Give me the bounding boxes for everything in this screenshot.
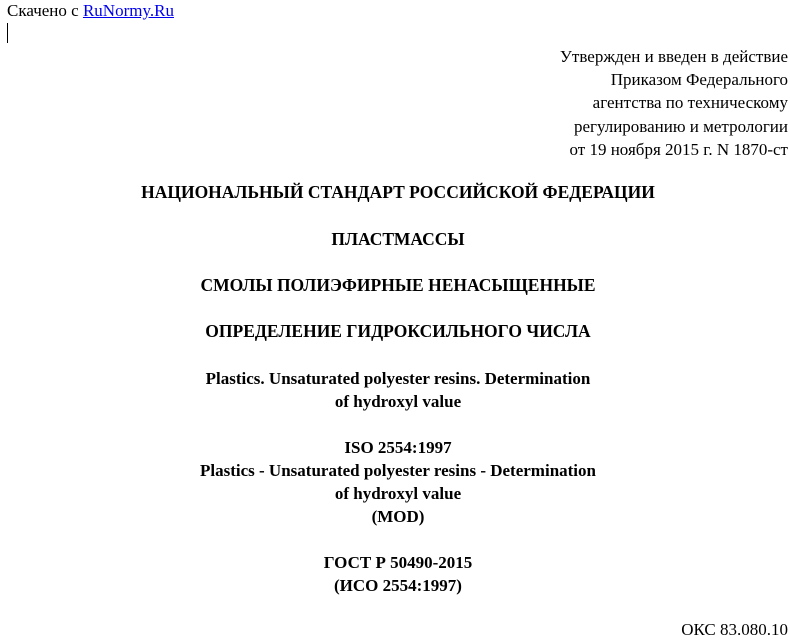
download-prefix: Скачено с bbox=[7, 1, 79, 20]
plastics-title: ПЛАСТМАССЫ bbox=[331, 229, 465, 249]
iso-code: ISO 2554:1997 bbox=[344, 438, 452, 457]
approval-line: Утвержден и введен в действие bbox=[559, 47, 788, 66]
runormy-link[interactable]: RuNormy.Ru bbox=[82, 1, 174, 20]
english-title-line-2: of hydroxyl value bbox=[334, 392, 462, 411]
resins-title: СМОЛЫ ПОЛИЭФИРНЫЕ НЕНАСЫЩЕННЫЕ bbox=[200, 275, 596, 295]
download-source-line bbox=[7, 1, 174, 21]
determination-title: ОПРЕДЕЛЕНИЕ ГИДРОКСИЛЬНОГО ЧИСЛА bbox=[205, 321, 591, 341]
gost-iso-ref: (ИСО 2554:1997) bbox=[334, 576, 462, 595]
iso-title-line-2: of hydroxyl value bbox=[334, 484, 462, 503]
iso-title-line-1: Plastics - Unsaturated polyester resins - Determination bbox=[200, 461, 596, 480]
text-cursor bbox=[7, 23, 8, 43]
oks-code: ОКС 83.080.10 bbox=[681, 620, 788, 639]
approval-line: регулированию и метрологии bbox=[573, 116, 788, 136]
national-standard-title: НАЦИОНАЛЬНЫЙ СТАНДАРТ РОССИЙСКОЙ ФЕДЕРАЦИИ bbox=[141, 182, 655, 202]
approval-line: от 19 ноября 2015 г. N 1870-ст bbox=[569, 139, 788, 159]
approval-line: агентства по техническому bbox=[592, 93, 788, 113]
iso-mod: (MOD) bbox=[371, 507, 425, 526]
approval-line: Приказом Федерального bbox=[610, 70, 788, 90]
approval-block bbox=[368, 45, 788, 161]
gost-code: ГОСТ Р 50490-2015 bbox=[323, 553, 473, 572]
english-title-line-1: Plastics. Unsaturated polyester resins. Determination bbox=[205, 369, 591, 388]
